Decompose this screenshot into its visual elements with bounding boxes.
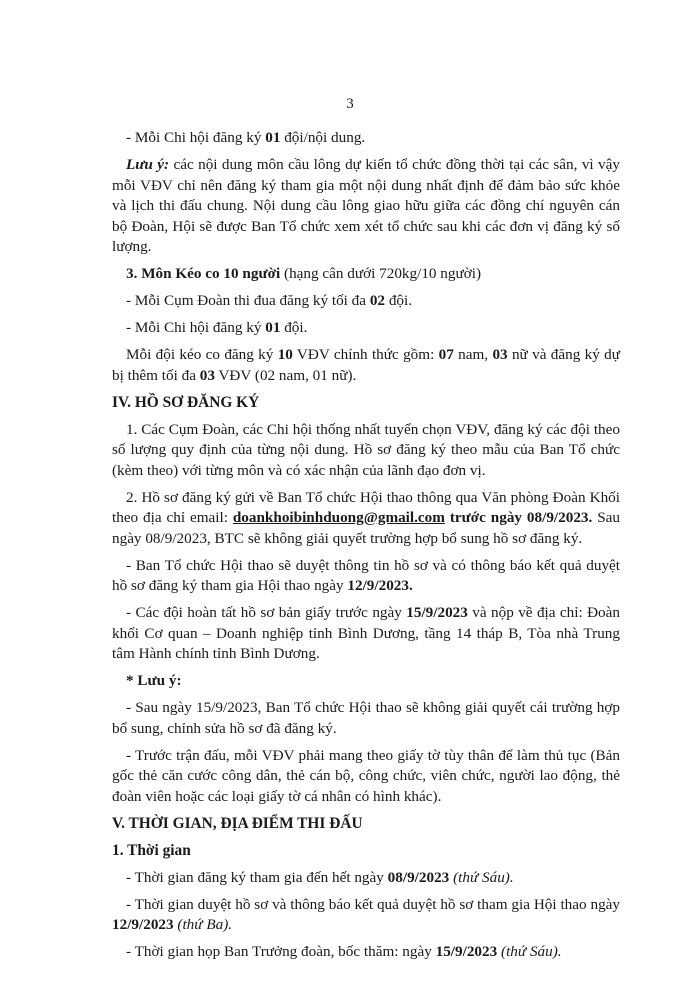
section-heading-schedule: V. THỜI GIAN, ĐỊA ĐIỂM THI ĐẤU xyxy=(112,814,363,832)
paragraph: - Mỗi Cụm Đoàn thi đua đăng ký tối đa 02 đội. xyxy=(126,292,413,309)
paragraph: - Các đội hoàn tất hồ sơ bản giấy trước ngày 15/9/2023 và nộp về địa chỉ: Đoàn khối Cơ quan – Doanh nghiệp tỉnh Bình Dương, tầng 14 tháp B, Tòa nhà Trung tâm Hành chính tỉnh Bình Dương. xyxy=(112,604,620,662)
section-heading-tug-of-war: 3. Môn Kéo co 10 người (hạng cân dưới 720kg/10 người) xyxy=(126,265,482,282)
paragraph: Mỗi đội kéo co đăng ký 10 VĐV chính thức gồm: 07 nam, 03 nữ và đăng ký dự bị thêm tối đa 03 VĐV (02 nam, 01 nữ). xyxy=(112,346,620,384)
paragraph: - Mỗi Chi hội đăng ký 01 đội/nội dung. xyxy=(126,129,366,146)
page-number: 3 xyxy=(346,96,354,112)
note-paragraph: Lưu ý: các nội dung môn cầu lông dự kiến tổ chức đồng thời tại các sân, vì vậy mỗi VĐV chỉ nên đăng ký tham gia một nội dung nhất định để đảm bảo sức khỏe và lịch thi đấu chung. Nội dung cầu lông giao hữu giữa các đồng chí nguyên cán bộ Đoàn, Hội sẽ được Ban Tổ chức xem xét tổ chức sau khi các đơn vị đăng ký số lượng. xyxy=(112,156,620,255)
paragraph: - Thời gian đăng ký tham gia đến hết ngày 08/9/2023 (thứ Sáu). xyxy=(126,868,514,886)
paragraph: - Thời gian duyệt hồ sơ và thông báo kết quả duyệt hồ sơ tham gia Hội thao ngày 12/9/2023 (thứ Ba). xyxy=(112,895,620,933)
paragraph: 1. Các Cụm Đoàn, các Chi hội thống nhất tuyển chọn VĐV, đăng ký các đội theo số lượng quy định của từng nội dung. Hồ sơ đăng ký theo mẫu của Ban Tổ chức (kèm theo) với từng môn và có xác nhận của lãnh đạo đơn vị. xyxy=(112,420,620,479)
paragraph: - Thời gian họp Ban Trưởng đoàn, bốc thăm: ngày 15/9/2023 (thứ Sáu). xyxy=(126,943,562,960)
subsection-heading-time: 1. Thời gian xyxy=(112,841,191,859)
paragraph: - Sau ngày 15/9/2023, Ban Tổ chức Hội thao sẽ không giải quyết cái trường hợp bổ sung, chỉnh sửa hồ sơ đã đăng ký. xyxy=(112,699,620,737)
document-body xyxy=(112,128,620,969)
note-label: * Lưu ý: xyxy=(126,672,182,689)
paragraph: 2. Hồ sơ đăng ký gửi về Ban Tổ chức Hội thao thông qua Văn phòng Đoàn Khối theo địa chỉ email: doankhoibinhduong@gmail.com trước ngày 08/9/2023. Sau ngày 08/9/2023, BTC sẽ không giải quyết trường hợp bổ sung hồ sơ đăng ký. xyxy=(112,488,620,547)
paragraph: - Mỗi Chi hội đăng ký 01 đội. xyxy=(126,319,308,336)
email-link[interactable]: doankhoibinhduong@gmail.com xyxy=(232,509,445,526)
paragraph: - Trước trận đấu, mỗi VĐV phải mang theo giấy tờ tùy thân để làm thủ tục (Bản gốc thẻ căn cước công dân, thẻ cán bộ, công chức, viên chức, người lao động, thẻ đoàn viên hoặc các loại giấy tờ cá nhân có hình khác). xyxy=(112,746,620,805)
paragraph: - Ban Tổ chức Hội thao sẽ duyệt thông tin hồ sơ và có thông báo kết quả duyệt hồ sơ đăng ký tham gia Hội thao ngày 12/9/2023. xyxy=(112,556,620,594)
section-heading-registration: IV. HỒ SƠ ĐĂNG KÝ xyxy=(112,393,260,411)
